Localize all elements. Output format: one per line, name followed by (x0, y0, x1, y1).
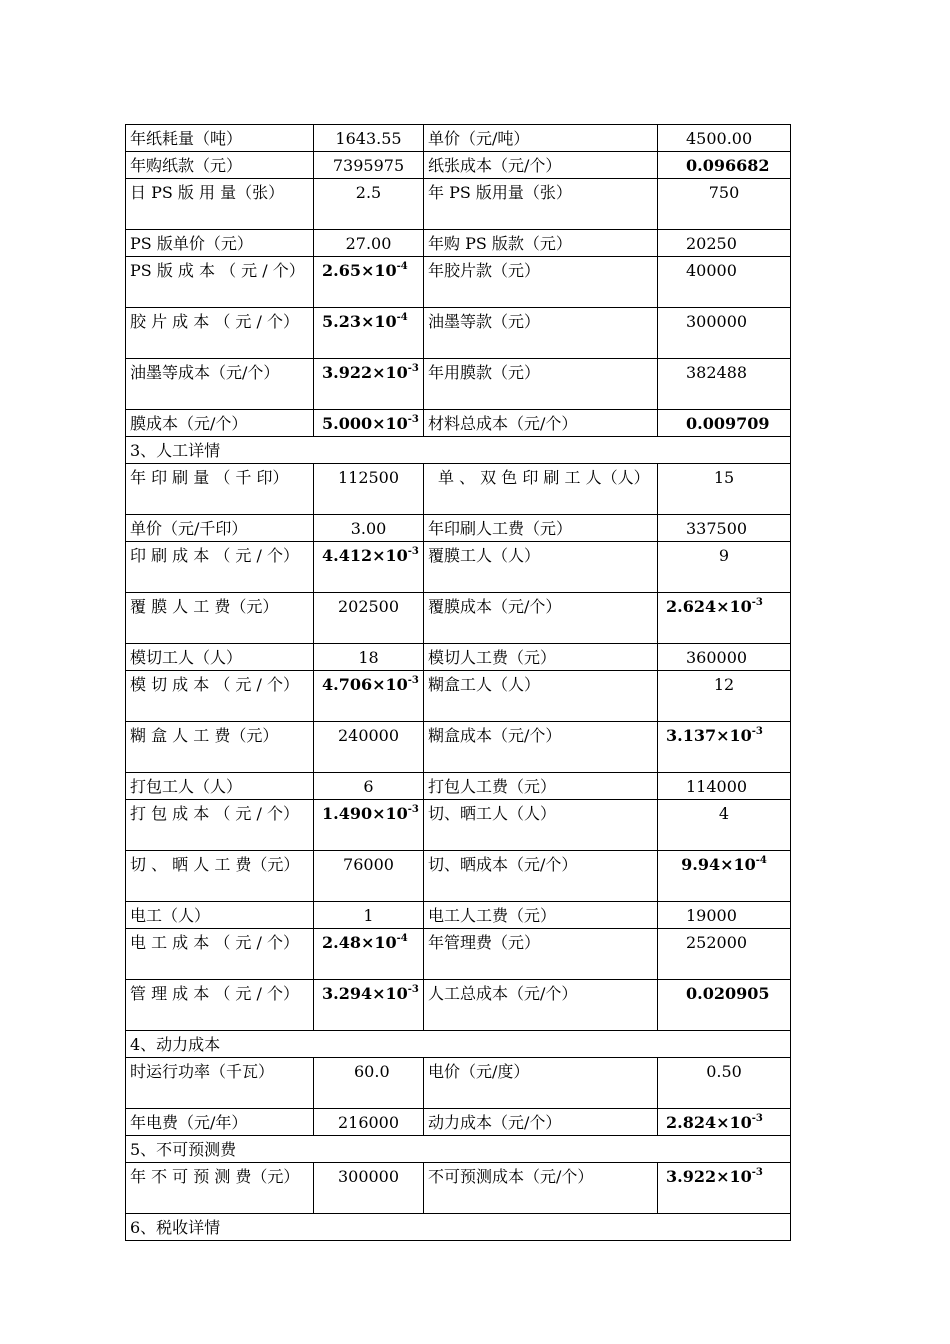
row-value: $3.922\times 10^{-3}$ (314, 359, 424, 410)
table-row (126, 542, 791, 593)
row-value: $2.65\times 10^{-4}$ (314, 257, 424, 308)
table-row (126, 308, 791, 359)
row-label: 切、晒成本（元/个） (424, 851, 658, 902)
table-row (126, 125, 791, 152)
row-value: 9 (658, 542, 791, 593)
row-value: $2.624\times 10^{-3}$ (658, 593, 791, 644)
row-label: 单 、 双 色 印 刷 工 人（人） (424, 464, 658, 515)
table-row (126, 257, 791, 308)
table-row (126, 722, 791, 773)
row-value: $2.824\times 10^{-3}$ (658, 1109, 791, 1136)
section-row (126, 1136, 791, 1163)
row-value: $4.412\times 10^{-3}$ (314, 542, 424, 593)
cost-table (125, 124, 791, 1241)
row-value: 0.50 (658, 1058, 791, 1109)
row-label: 年印刷人工费（元） (424, 515, 658, 542)
row-value: 0.020905 (658, 980, 791, 1031)
row-label: 年 PS 版用量（张） (424, 179, 658, 230)
row-value: $1.490\times 10^{-3}$ (314, 800, 424, 851)
table-row (126, 593, 791, 644)
row-label: 年 印 刷 量 （ 千 印） (126, 464, 314, 515)
table-row (126, 671, 791, 722)
row-label: 材料总成本（元/个） (424, 410, 658, 437)
table-row (126, 359, 791, 410)
table-row (126, 851, 791, 902)
row-label: 管 理 成 本 （ 元 / 个） (126, 980, 314, 1031)
row-value: 20250 (658, 230, 791, 257)
row-value: 300000 (314, 1163, 424, 1214)
row-label: 糊盒成本（元/个） (424, 722, 658, 773)
row-label: 年纸耗量（吨） (126, 125, 314, 152)
row-value: 15 (658, 464, 791, 515)
row-value: $2.48\times 10^{-4}$ (314, 929, 424, 980)
row-value: $9.94\times 10^{-4}$ (658, 851, 791, 902)
row-value: 4500.00 (658, 125, 791, 152)
row-label: 覆 膜 人 工 费（元） (126, 593, 314, 644)
row-value: 27.00 (314, 230, 424, 257)
row-label: 年管理费（元） (424, 929, 658, 980)
table-row (126, 230, 791, 257)
row-value: $5.000\times 10^{-3}$ (314, 410, 424, 437)
section-title-power: 4、动力成本 (126, 1031, 791, 1058)
table-row (126, 644, 791, 671)
row-label: 人工总成本（元/个） (424, 980, 658, 1031)
table-row (126, 902, 791, 929)
row-label: 单价（元/吨） (424, 125, 658, 152)
row-label: 模 切 成 本 （ 元 / 个） (126, 671, 314, 722)
section-row (126, 1214, 791, 1241)
row-value: 216000 (314, 1109, 424, 1136)
table-row (126, 1109, 791, 1136)
row-label: 年电费（元/年） (126, 1109, 314, 1136)
row-label: PS 版 成 本 （ 元 / 个） (126, 257, 314, 308)
table-row (126, 773, 791, 800)
table-row (126, 515, 791, 542)
row-value: 40000 (658, 257, 791, 308)
row-label: 糊盒工人（人） (424, 671, 658, 722)
row-value: 382488 (658, 359, 791, 410)
row-label: 模切工人（人） (126, 644, 314, 671)
row-value: $5.23\times 10^{-4}$ (314, 308, 424, 359)
row-label: 覆膜工人（人） (424, 542, 658, 593)
row-value: 114000 (658, 773, 791, 800)
row-label: 单价（元/千印） (126, 515, 314, 542)
table-row (126, 929, 791, 980)
row-value: $3.137\times 10^{-3}$ (658, 722, 791, 773)
row-label: 纸张成本（元/个） (424, 152, 658, 179)
row-label: 年胶片款（元） (424, 257, 658, 308)
row-label: 年用膜款（元） (424, 359, 658, 410)
row-label: 年购纸款（元） (126, 152, 314, 179)
row-label: 年购 PS 版款（元） (424, 230, 658, 257)
row-value: 6 (314, 773, 424, 800)
row-value: $3.922\times 10^{-3}$ (658, 1163, 791, 1214)
row-label: 日 PS 版 用 量（张） (126, 179, 314, 230)
section-title-tax: 6、税收详情 (126, 1214, 791, 1241)
row-value: 2.5 (314, 179, 424, 230)
row-value: 252000 (658, 929, 791, 980)
row-value: 18 (314, 644, 424, 671)
row-value: 0.096682 (658, 152, 791, 179)
row-label: 打包工人（人） (126, 773, 314, 800)
row-value: 1643.55 (314, 125, 424, 152)
table-row (126, 1058, 791, 1109)
row-label: 年 不 可 预 测 费（元） (126, 1163, 314, 1214)
row-label: 切 、 晒 人 工 费（元） (126, 851, 314, 902)
table-row (126, 410, 791, 437)
row-label: 不可预测成本（元/个） (424, 1163, 658, 1214)
row-value: 4 (658, 800, 791, 851)
row-label: 印 刷 成 本 （ 元 / 个） (126, 542, 314, 593)
row-value: 76000 (314, 851, 424, 902)
row-label: 时运行功率（千瓦） (126, 1058, 314, 1109)
row-value: 19000 (658, 902, 791, 929)
row-value: $3.294\times 10^{-3}$ (314, 980, 424, 1031)
row-value: 3.00 (314, 515, 424, 542)
row-value: 300000 (658, 308, 791, 359)
row-label: 覆膜成本（元/个） (424, 593, 658, 644)
row-label: 切、晒工人（人） (424, 800, 658, 851)
row-value: 112500 (314, 464, 424, 515)
table-row (126, 152, 791, 179)
row-label: 糊 盒 人 工 费（元） (126, 722, 314, 773)
row-value: 360000 (658, 644, 791, 671)
row-value: 0.009709 (658, 410, 791, 437)
table-row (126, 800, 791, 851)
row-label: 油墨等成本（元/个） (126, 359, 314, 410)
row-label: 电工人工费（元） (424, 902, 658, 929)
row-label: 电 工 成 本 （ 元 / 个） (126, 929, 314, 980)
row-label: 模切人工费（元） (424, 644, 658, 671)
row-value: $4.706\times 10^{-3}$ (314, 671, 424, 722)
row-label: 胶 片 成 本 （ 元 / 个） (126, 308, 314, 359)
row-value: 7395975 (314, 152, 424, 179)
row-label: 打包人工费（元） (424, 773, 658, 800)
row-value: 337500 (658, 515, 791, 542)
row-label: 膜成本（元/个） (126, 410, 314, 437)
row-value: 60.0 (314, 1058, 424, 1109)
row-value: 1 (314, 902, 424, 929)
row-value: 12 (658, 671, 791, 722)
section-title-unpredictable: 5、不可预测费 (126, 1136, 791, 1163)
table-row (126, 980, 791, 1031)
row-value: 750 (658, 179, 791, 230)
section-title-labor: 3、人工详情 (126, 437, 791, 464)
row-label: 打 包 成 本 （ 元 / 个） (126, 800, 314, 851)
row-value: 202500 (314, 593, 424, 644)
table-row (126, 464, 791, 515)
row-label: 电工（人） (126, 902, 314, 929)
section-row (126, 437, 791, 464)
row-label: 电价（元/度） (424, 1058, 658, 1109)
row-label: 油墨等款（元） (424, 308, 658, 359)
row-value: 240000 (314, 722, 424, 773)
section-row (126, 1031, 791, 1058)
row-label: 动力成本（元/个） (424, 1109, 658, 1136)
table-row (126, 1163, 791, 1214)
row-label: PS 版单价（元） (126, 230, 314, 257)
table-row (126, 179, 791, 230)
